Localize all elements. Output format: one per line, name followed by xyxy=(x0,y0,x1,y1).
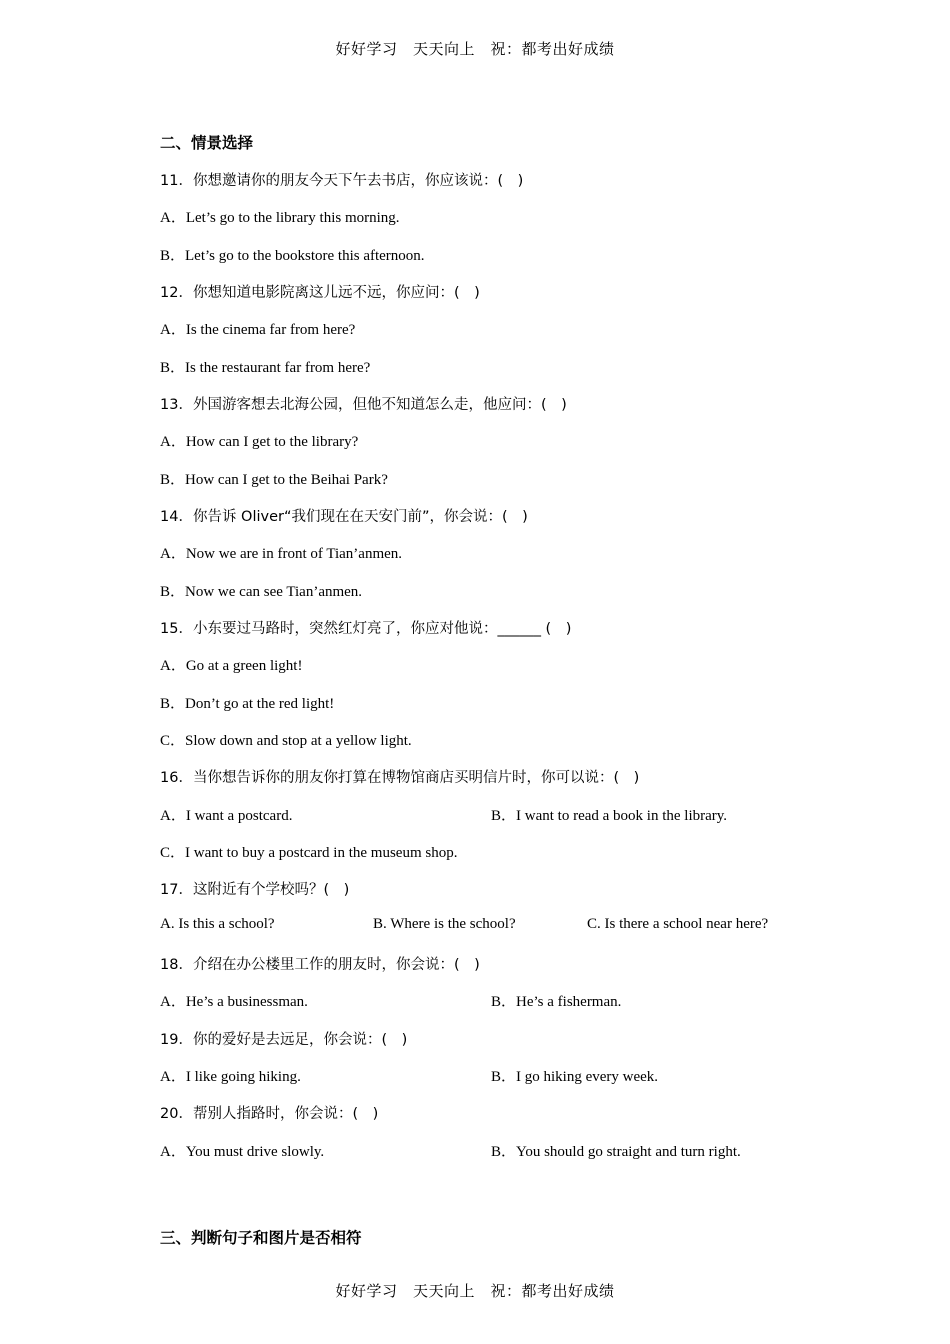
question-18-option-a: A．He’s a businessman. xyxy=(160,994,308,1010)
question-20-stem: 20．帮别人指路时，你会说：( ) xyxy=(160,1106,379,1122)
question-16-option-a: A．I want a postcard. xyxy=(160,808,293,824)
page-header: 好好学习 天天向上 祝：都考出好成绩 xyxy=(335,40,615,58)
section-title-situational-choice: 二、情景选择 xyxy=(160,134,254,152)
question-15-option-b: B．Don’t go at the red light! xyxy=(160,696,335,712)
question-18-option-b: B．He’s a fisherman. xyxy=(491,994,622,1010)
question-14-stem: 14．你告诉 Oliver“我们现在在天安门前”，你会说：( ) xyxy=(160,509,528,525)
question-14-option-a: A．Now we are in front of Tian’anmen. xyxy=(160,546,403,562)
page-footer: 好好学习 天天向上 祝：都考出好成绩 xyxy=(335,1282,615,1300)
question-15-option-c: C．Slow down and stop at a yellow light. xyxy=(160,733,412,749)
question-11-option-b: B．Let’s go to the bookstore this afternoon. xyxy=(160,248,425,264)
question-17-option-a: A. Is this a school? xyxy=(160,916,275,932)
question-11-option-a: A．Let’s go to the library this morning. xyxy=(160,210,400,226)
question-18-stem: 18．介绍在办公楼里工作的朋友时，你会说：( ) xyxy=(160,957,480,973)
question-16-option-b: B．I want to read a book in the library. xyxy=(491,808,728,824)
question-15-option-a: A．Go at a green light! xyxy=(160,658,303,674)
question-12-option-a: A．Is the cinema far from here? xyxy=(160,322,356,338)
question-20-option-b: B．You should go straight and turn right. xyxy=(491,1144,741,1160)
question-17-option-b: B. Where is the school? xyxy=(373,916,516,932)
question-11-stem: 11．你想邀请你的朋友今天下午去书店，你应该说：( ) xyxy=(160,173,524,189)
question-17-stem: 17．这附近有个学校吗？( ) xyxy=(160,882,350,898)
question-13-option-b: B．How can I get to the Beihai Park? xyxy=(160,472,388,488)
question-15-stem: 15．小东要过马路时，突然红灯亮了，你应对他说：______ ( ) xyxy=(160,621,572,637)
question-16-stem: 16．当你想告诉你的朋友你打算在博物馆商店买明信片时，你可以说：( ) xyxy=(160,770,640,786)
question-19-option-a: A．I like going hiking. xyxy=(160,1069,301,1085)
question-14-option-b: B．Now we can see Tian’anmen. xyxy=(160,584,363,600)
question-19-stem: 19．你的爱好是去远足，你会说：( ) xyxy=(160,1032,408,1048)
question-17-option-c: C. Is there a school near here? xyxy=(587,916,769,932)
question-20-option-a: A．You must drive slowly. xyxy=(160,1144,325,1160)
section-title-picture-judgement: 三、判断句子和图片是否相符 xyxy=(160,1229,362,1247)
question-16-option-c: C．I want to buy a postcard in the museum shop. xyxy=(160,845,458,861)
question-13-stem: 13．外国游客想去北海公园，但他不知道怎么走，他应问：( ) xyxy=(160,397,567,413)
question-12-option-b: B．Is the restaurant far from here? xyxy=(160,360,371,376)
question-12-stem: 12．你想知道电影院离这儿远不远，你应问：( ) xyxy=(160,285,480,301)
question-19-option-b: B．I go hiking every week. xyxy=(491,1069,659,1085)
question-13-option-a: A．How can I get to the library? xyxy=(160,434,359,450)
